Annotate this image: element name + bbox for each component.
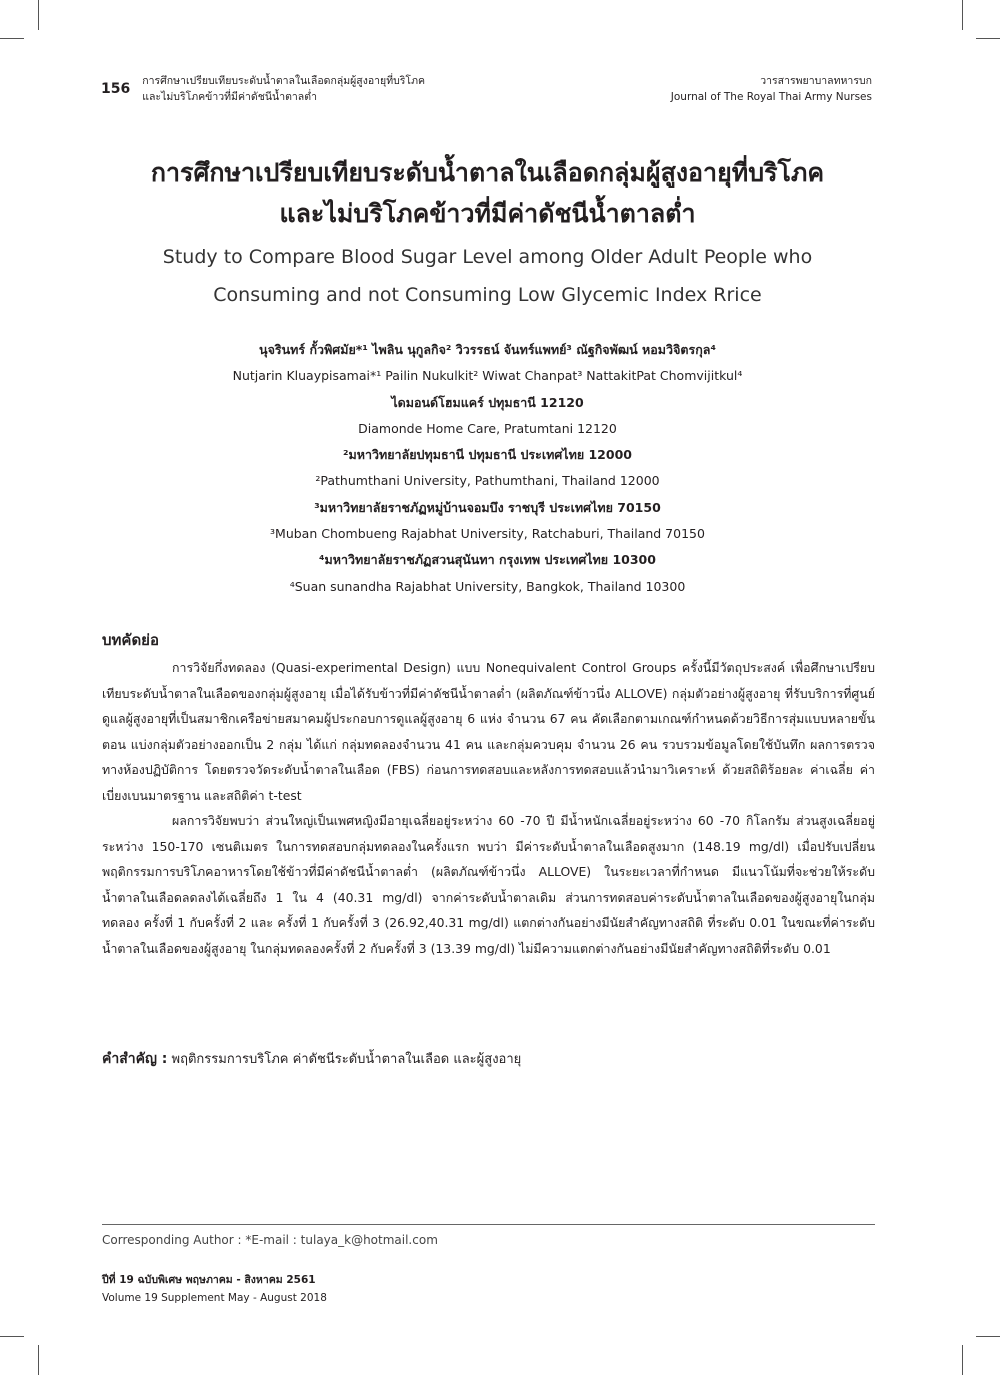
running-header-left <box>101 73 425 105</box>
abstract-paragraph-1: การวิจัยกึ่งทดลอง (Quasi-experimental Design) แบบ Nonequivalent Control Groups ครั้งนี้มีวัตถุประสงค์ เพื่อศึกษาเปรียบเทียบระดับน้ำตาลในเลือดของกลุ่มผู้สูงอายุ เมื่อได้รับข้าวที่มีค่าดัชนีน้ำตาลต่ำ (ผลิตภัณฑ์ข้าวนึ่ง ALLOVE) กลุ่มตัวอย่างผู้สูงอายุ ที่รับบริการที่ศูนย์ดูแลผู้สูงอายุที่เป็นสมาชิกเครือข่ายสมาคมผู้ประกอบการดูแลผู้สูงอายุ 6 แห่ง จำนวน 67 คน คัดเลือกตามเกณฑ์กำหนดด้วยวิธีการสุ่มแบบหลายขั้นตอน แบ่งกลุ่มตัวอย่างออกเป็น 2 กลุ่ม ได้แก่ กลุ่มทดลองจำนวน 41 คน และกลุ่มควบคุม จำนวน 26 คน รวบรวมข้อมูลโดยใช้บันทึก ผลการตรวจทางห้องปฏิบัติการ โดยตรวจวัดระดับน้ำตาลในเลือด (FBS) ก่อนการทดสอบและหลังการทดสอบแล้วนำมาวิเคราะห์ ด้วยสถิติร้อยละ ค่าเฉลี่ย ค่าเบี่ยงเบนมาตรฐาน และสถิติค่า t-test <box>102 660 875 803</box>
title-en-line1: Study to Compare Blood Sugar Level among Older Adult People who <box>162 246 813 268</box>
author-block <box>100 337 875 600</box>
journal-name-en: Journal of The Royal Thai Army Nurses <box>670 91 872 103</box>
authors-th: นุจรินทร์ กั้วพิศมัย*¹ ไพลิน นุกูลกิจ² วิวรรธน์ จันทร์แพทย์³ ณัฐกิจพัฒน์ หอมวิจิตรกุล⁴ <box>259 342 716 357</box>
keywords-text: พฤติกรรมการบริโภค ค่าดัชนีระดับน้ำตาลในเลือด และผู้สูงอายุ <box>167 1052 522 1067</box>
abstract-paragraph-2: ผลการวิจัยพบว่า ส่วนใหญ่เป็นเพศหญิงมีอายุเฉลี่ยอยู่ระหว่าง 60 -70 ปี มีน้ำหนักเฉลี่ยอยู่ระหว่าง 60 -70 กิโลกรัม ส่วนสูงเฉลี่ยอยู่ระหว่าง 150-170 เซนติเมตร ในการทดสอบกลุ่มทดลองในครั้งแรก พบว่า มีค่าระดับน้ำตาลในเลือดสูงมาก (148.19 mg/dl) เมื่อปรับเปลี่ยนพฤติกรรมการบริโภคอาหารโดยใช้ข้าวที่มีค่าดัชนีน้ำตาลต่ำ (ผลิตภัณฑ์ข้าวนึ่ง ALLOVE) ในระยะเวลาที่กำหนด มีแนวโน้มที่จะช่วยให้ระดับน้ำตาลในเลือดลดลงได้เฉลี่ยถึง 1 ใน 4 (40.31 mg/dl) จากค่าระดับน้ำตาลเดิม ส่วนการทดสอบค่าระดับน้ำตาลในเลือดของผู้สูงอายุในกลุ่มทดลอง ครั้งที่ 1 กับครั้งที่ 2 และ ครั้งที่ 1 กับครั้งที่ 3 (26.92,40.31 mg/dl) แตกต่างกันอย่างมีนัยสำคัญทางสถิติ ที่ระดับ 0.01 ในขณะที่ค่าระดับน้ำตาลในเลือดของผู้สูงอายุ ในกลุ่มทดลองครั้งที่ 2 กับครั้งที่ 3 (13.39 mg/dl) ไม่มีความแตกต่างกันอย่างมีนัยสำคัญทางสถิติที่ระดับ 0.01 <box>102 813 875 956</box>
affiliation-1-th: ไดมอนด์โฮมแคร์ ปทุมธานี 12120 <box>391 394 584 410</box>
affiliation-4-en: ⁴Suan sunandha Rajabhat University, Bangkok, Thailand 10300 <box>289 578 686 594</box>
keywords-label: คำสำคัญ : <box>102 1051 168 1067</box>
crop-mark <box>38 1345 39 1375</box>
title-th-line2: และไม่บริโภคข้าวที่มีค่าดัชนีน้ำตาลต่ำ <box>279 199 696 228</box>
authors-en: Nutjarin Kluaypisamai*¹ Pailin Nukulkit² Wiwat Chanpat³ NattakitPat Chomvijitkul⁴ <box>232 368 743 384</box>
running-header-right <box>671 73 872 105</box>
issue-info <box>102 1271 327 1307</box>
issue-en: Volume 19 Supplement May - August 2018 <box>102 1292 327 1304</box>
abstract-body <box>102 655 875 961</box>
issue-th: ปีที่ 19 ฉบับพิเศษ พฤษภาคม - สิงหาคม 2561 <box>102 1274 316 1286</box>
paper-title-th <box>100 152 875 234</box>
affiliation-3-th: ³มหาวิทยาลัยราชภัฏหมู่บ้านจอมบึง ราชบุรี ประเทศไทย 70150 <box>314 499 661 515</box>
crop-mark <box>0 1336 24 1337</box>
running-title-line1: การศึกษาเปรียบเทียบระดับน้ำตาลในเลือดกลุ่มผู้สูงอายุที่บริโภค <box>142 75 426 87</box>
crop-mark <box>0 38 24 39</box>
running-title-line2: และไม่บริโภคข้าวที่มีค่าดัชนีน้ำตาลต่ำ <box>142 91 317 103</box>
keywords <box>102 1048 521 1070</box>
crop-mark <box>38 0 39 30</box>
title-th-line1: การศึกษาเปรียบเทียบระดับน้ำตาลในเลือดกลุ่มผู้สูงอายุที่บริโภค <box>150 158 825 187</box>
affiliation-4-th: ⁴มหาวิทยาลัยราชภัฏสวนสุนันทา กรุงเทพ ประเทศไทย 10300 <box>319 552 656 568</box>
footnote-divider <box>102 1224 875 1225</box>
crop-mark <box>976 1336 1000 1337</box>
abstract-heading: บทคัดย่อ <box>102 631 159 649</box>
journal-name-th: วารสารพยาบาลทหารบก <box>760 75 872 87</box>
crop-mark <box>976 38 1000 39</box>
crop-mark <box>962 0 963 30</box>
affiliation-1-en: Diamonde Home Care, Pratumtani 12120 <box>358 420 617 436</box>
paper-title-en <box>100 238 875 314</box>
page-number: 156 <box>101 81 131 97</box>
crop-mark <box>962 1345 963 1375</box>
affiliation-3-en: ³Muban Chombueng Rajabhat University, Ratchaburi, Thailand 70150 <box>270 526 705 542</box>
affiliation-2-en: ²Pathumthani University, Pathumthani, Thailand 12000 <box>315 473 660 489</box>
corresponding-author: Corresponding Author : *E-mail : tulaya_k@hotmail.com <box>102 1233 438 1247</box>
title-en-line2: Consuming and not Consuming Low Glycemic Index Rrice <box>213 284 762 306</box>
affiliation-2-th: ²มหาวิทยาลัยปทุมธานี ปทุมธานี ประเทศไทย 12000 <box>343 447 632 463</box>
